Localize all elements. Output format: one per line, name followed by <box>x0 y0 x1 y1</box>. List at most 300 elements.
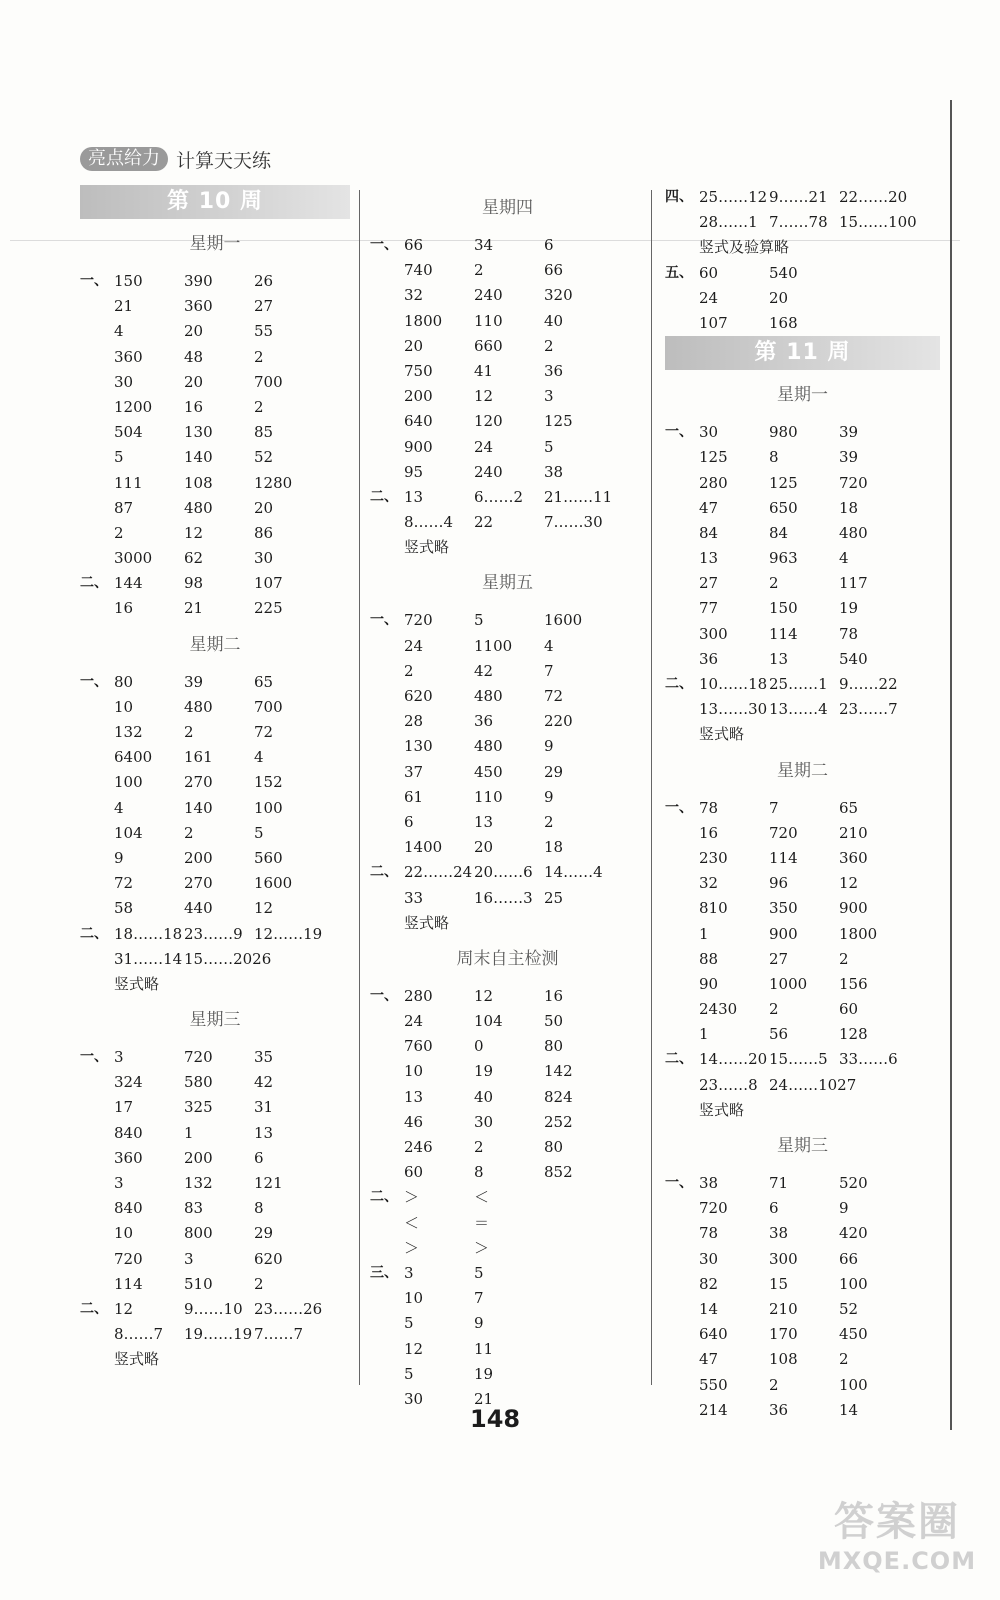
answer-row <box>370 1211 645 1236</box>
question-label <box>370 309 404 334</box>
answer-row <box>665 311 940 336</box>
answer-row <box>665 1221 940 1246</box>
answer-cell: 30 <box>699 1249 719 1268</box>
answer-cell <box>544 1362 614 1387</box>
question-label <box>80 345 114 370</box>
answer-row <box>370 835 645 860</box>
answer-cell: 23……9 <box>184 924 243 943</box>
answer-row <box>80 1221 350 1246</box>
answer-cell: 280 <box>699 473 728 492</box>
day-heading: 周末自主检测 <box>456 948 559 969</box>
question-label <box>665 1022 699 1047</box>
answer-note: 竖式略 <box>404 538 450 557</box>
question-label <box>370 258 404 283</box>
answer-cell: 840 <box>114 1199 143 1218</box>
question-label <box>370 384 404 409</box>
answer-cell: 10 <box>114 1224 134 1243</box>
answer-cell: 23……8 <box>699 1075 758 1094</box>
answer-row <box>80 720 350 745</box>
question-label <box>370 460 404 485</box>
question-label <box>80 1146 114 1171</box>
answer-cell: 10……18 <box>699 675 768 693</box>
answer-cell: 440 <box>184 899 213 918</box>
question-label <box>665 471 699 496</box>
question-label <box>80 1095 114 1120</box>
answer-cell: 720 <box>404 611 433 630</box>
answer-cell: 30 <box>474 1112 494 1131</box>
question-label <box>80 596 114 621</box>
answer-cell: 360 <box>839 848 868 867</box>
answer-row <box>665 1047 940 1072</box>
question-label <box>370 659 404 684</box>
answer-cell: 55 <box>254 322 274 341</box>
question-label <box>80 445 114 470</box>
answer-row <box>80 1247 350 1272</box>
answer-row <box>80 1196 350 1221</box>
answer-cell: 39 <box>839 423 859 442</box>
answer-cell: 14……4 <box>544 863 603 882</box>
day-heading: 星期四 <box>482 198 533 218</box>
answer-cell: 480 <box>474 687 503 705</box>
question-label <box>80 1272 114 1297</box>
answer-cell: 38 <box>544 462 564 481</box>
question-label <box>665 311 699 336</box>
answer-cell: 27 <box>699 574 719 593</box>
answer-cell: 480 <box>839 523 868 542</box>
answer-cell: 19 <box>839 599 859 618</box>
question-label <box>665 1373 699 1398</box>
question-label <box>370 1059 404 1084</box>
answer-cell: 29 <box>544 762 564 781</box>
question-label <box>370 1085 404 1110</box>
answer-cell: 33 <box>404 888 424 907</box>
answer-column-1 <box>80 185 350 1373</box>
answer-row <box>370 760 645 785</box>
answer-cell: 300 <box>699 624 728 643</box>
question-label <box>665 286 699 311</box>
answer-cell: 1 <box>699 1025 709 1044</box>
answer-cell: 2 <box>474 261 484 280</box>
answer-cell: 14 <box>839 1400 859 1419</box>
answer-row <box>80 821 350 846</box>
answer-cell: 350 <box>769 899 798 918</box>
question-label <box>80 1171 114 1196</box>
answer-cell: 140 <box>184 448 213 467</box>
answer-cell: 2 <box>184 723 194 741</box>
question-label <box>370 709 404 734</box>
answer-cell: 19 <box>474 1062 494 1081</box>
answer-cell: 360 <box>184 297 213 316</box>
answer-row <box>80 319 350 344</box>
answer-cell: 246 <box>404 1138 433 1156</box>
answer-cell: 270 <box>184 773 213 792</box>
answer-cell: 900 <box>839 899 868 918</box>
question-label: 一、 <box>370 612 398 629</box>
answer-row <box>80 796 350 821</box>
answer-cell: 18……18 <box>114 924 183 943</box>
answer-row <box>80 1297 350 1322</box>
answer-cell: 3 <box>114 1048 124 1067</box>
question-label <box>80 821 114 846</box>
answer-row <box>80 1045 350 1070</box>
question-label <box>370 1211 404 1236</box>
answer-cell: 25……1 <box>769 675 828 693</box>
answer-row <box>665 471 940 496</box>
answer-cell: 2 <box>114 523 124 542</box>
answer-row <box>80 546 350 571</box>
question-label <box>370 734 404 759</box>
question-label <box>370 1009 404 1034</box>
question-label <box>665 846 699 871</box>
answer-cell: 104 <box>114 823 143 842</box>
answer-cell: 12 <box>404 1339 424 1358</box>
answer-cell: 6……2 <box>474 487 524 506</box>
answer-cell: 150 <box>114 272 143 290</box>
question-label <box>370 1362 404 1387</box>
answer-cell: 8 <box>474 1163 484 1182</box>
answer-cell <box>544 1211 614 1236</box>
answer-cell: 480 <box>184 498 213 517</box>
answer-cell: 36 <box>474 712 494 731</box>
answer-cell: 26 <box>254 272 274 290</box>
question-label <box>665 546 699 571</box>
answer-cell: 24 <box>699 288 719 307</box>
answer-cell: 214 <box>699 1400 728 1419</box>
answer-row <box>370 334 645 359</box>
answer-cell: 33……6 <box>839 1050 898 1069</box>
answer-cell: 22 <box>474 513 494 532</box>
answer-cell: 65 <box>254 672 274 691</box>
answer-cell: 16 <box>114 599 134 618</box>
answer-cell: 320 <box>544 286 573 305</box>
question-label <box>665 896 699 921</box>
answer-cell: 1800 <box>404 311 443 330</box>
answer-row <box>665 1073 940 1098</box>
answer-row <box>665 922 940 947</box>
answer-cell: 8……7 <box>114 1325 164 1344</box>
answer-cell: 15……100 <box>839 213 917 232</box>
answer-column-3 <box>665 185 940 1423</box>
answer-row <box>80 571 350 596</box>
question-label: 五、 <box>665 264 693 281</box>
answer-cell: 6 <box>254 1148 264 1167</box>
question-label <box>80 796 114 821</box>
answer-row <box>665 997 940 1022</box>
answer-row <box>665 1272 940 1297</box>
answer-row <box>80 770 350 795</box>
question-label <box>665 821 699 846</box>
answer-cell: 540 <box>839 649 868 668</box>
question-label <box>665 1398 699 1423</box>
question-label <box>370 510 404 535</box>
answer-cell: 1800 <box>839 924 878 943</box>
answer-cell: 23……7 <box>839 700 898 719</box>
day-heading: 星期一 <box>777 385 828 406</box>
answer-row <box>370 886 645 911</box>
answer-cell: 9……10 <box>184 1299 243 1318</box>
answer-cell: 10 <box>404 1062 424 1081</box>
answer-cell: 42 <box>474 661 494 680</box>
question-label <box>370 1311 404 1336</box>
answer-cell: 6 <box>544 236 554 254</box>
answer-cell: 104 <box>474 1012 503 1031</box>
page-number: 148 <box>470 1405 521 1433</box>
answer-cell: 19……19 <box>184 1325 253 1344</box>
question-label <box>80 1221 114 1246</box>
answer-cell: 450 <box>474 762 503 781</box>
answer-cell: 34 <box>474 236 494 254</box>
answer-row <box>370 409 645 434</box>
question-label <box>370 359 404 384</box>
answer-row <box>80 471 350 496</box>
question-label <box>665 1297 699 1322</box>
question-label <box>80 546 114 571</box>
answer-row <box>370 1135 645 1160</box>
question-label <box>665 521 699 546</box>
answer-cell: 16 <box>699 823 719 842</box>
answer-cell: 2430 <box>699 1000 738 1019</box>
answer-row <box>80 395 350 420</box>
answer-cell: 760 <box>404 1037 433 1056</box>
answer-cell: 100 <box>839 1375 868 1394</box>
answer-note: 竖式略 <box>114 974 160 993</box>
answer-row <box>370 1009 645 1034</box>
answer-cell: 27 <box>769 949 789 968</box>
question-label <box>370 1387 404 1412</box>
column-divider <box>651 190 652 1385</box>
answer-cell: 24 <box>404 636 424 655</box>
answer-cell: 87 <box>114 498 134 517</box>
question-label <box>665 210 699 235</box>
answer-cell: 108 <box>769 1350 798 1369</box>
answer-cell: 22……20 <box>839 188 908 206</box>
answer-cell: 132 <box>184 1174 213 1192</box>
answer-cell: 111 <box>114 473 143 492</box>
answer-cell: 60 <box>699 263 719 282</box>
answer-cell: 66 <box>839 1249 859 1268</box>
watermark-logo: 答案圈 <box>834 1499 960 1545</box>
answer-row <box>80 596 350 621</box>
question-label <box>665 1073 699 1098</box>
answer-note: 竖式略 <box>404 913 450 932</box>
answer-cell: 114 <box>769 848 798 867</box>
answer-cell: 21……11 <box>544 487 613 506</box>
answer-row <box>370 1185 645 1210</box>
question-label <box>370 1236 404 1261</box>
answer-cell: 810 <box>699 899 728 918</box>
answer-cell: 7 <box>474 1289 484 1308</box>
question-label: 一、 <box>80 273 108 289</box>
answer-cell: 20 <box>254 498 274 517</box>
answer-cell: 80 <box>114 672 134 691</box>
answer-cell: 1000 <box>769 974 808 993</box>
answer-cell: 9 <box>114 848 124 867</box>
answer-cell: 38 <box>699 1174 719 1192</box>
question-label: 二、 <box>370 1189 398 1206</box>
answer-cell: 47 <box>699 498 719 517</box>
answer-row <box>370 1085 645 1110</box>
answer-row <box>665 571 940 596</box>
answer-row <box>80 947 350 972</box>
answer-cell: 78 <box>839 624 859 643</box>
answer-cell: 650 <box>769 498 798 517</box>
answer-cell: 720 <box>839 473 868 492</box>
question-label: 三、 <box>370 1264 398 1281</box>
answer-row <box>80 670 350 695</box>
page-edge <box>950 100 966 1430</box>
question-label <box>80 947 114 972</box>
answer-cell: 7 <box>769 798 779 817</box>
answer-cell: 4 <box>839 549 849 568</box>
answer-cell: 39 <box>839 448 859 467</box>
question-label: 二、 <box>370 488 398 505</box>
answer-row <box>80 695 350 720</box>
answer-cell: 125 <box>769 473 798 492</box>
answer-cell: 480 <box>184 697 213 716</box>
answer-cell: 29 <box>254 1224 274 1243</box>
answer-cell: 12 <box>114 1299 134 1318</box>
answer-cell: 4 <box>544 636 554 655</box>
question-label: 二、 <box>665 1051 693 1068</box>
answer-cell: 13 <box>699 549 719 568</box>
answer-cell: 96 <box>769 874 789 893</box>
answer-row <box>80 1070 350 1095</box>
answer-cell: 66 <box>404 236 424 254</box>
week-banner: 第 11 周 <box>665 336 940 370</box>
answer-cell: 9 <box>839 1199 849 1218</box>
answer-cell: ＞ <box>474 1238 490 1257</box>
answer-cell: 2 <box>839 1350 849 1369</box>
answer-cell: 1600 <box>544 611 583 630</box>
answer-cell: 24 <box>474 437 494 456</box>
answer-cell: 225 <box>254 599 283 618</box>
answer-cell: 125 <box>699 448 728 467</box>
answer-cell: 7……30 <box>544 513 603 532</box>
question-label <box>665 571 699 596</box>
answer-cell: 14 <box>699 1299 719 1318</box>
question-label <box>370 1286 404 1311</box>
answer-cell: 504 <box>114 423 143 442</box>
answer-row <box>370 634 645 659</box>
question-label: 二、 <box>80 1300 108 1317</box>
answer-cell: 16 <box>544 986 564 1005</box>
question-label: 二、 <box>370 864 398 881</box>
answer-row <box>370 659 645 684</box>
answer-cell: 580 <box>184 1073 213 1092</box>
answer-cell <box>839 311 909 336</box>
answer-cell: 25 <box>544 888 564 907</box>
answer-cell: 7……78 <box>769 213 828 232</box>
answer-row <box>370 984 645 1009</box>
answer-row <box>80 1121 350 1146</box>
answer-row <box>80 269 350 294</box>
answer-row <box>665 697 940 722</box>
question-label <box>80 871 114 896</box>
answer-cell: 11 <box>474 1339 494 1358</box>
question-label <box>370 1034 404 1059</box>
answer-cell <box>544 1286 614 1311</box>
answer-cell: 52 <box>839 1299 859 1318</box>
question-label: 一、 <box>665 424 693 441</box>
answer-row <box>370 359 645 384</box>
answer-cell: 170 <box>769 1325 798 1344</box>
question-label <box>665 445 699 470</box>
question-label <box>665 622 699 647</box>
answer-cell: 100 <box>254 798 283 817</box>
answer-cell: 21 <box>184 599 204 618</box>
answer-row <box>665 972 940 997</box>
question-label <box>80 770 114 795</box>
answer-cell: 90 <box>699 974 719 993</box>
answer-cell: 60 <box>839 1000 859 1019</box>
answer-cell: 100 <box>114 773 143 792</box>
answer-cell: 720 <box>184 1048 213 1067</box>
answer-cell: 560 <box>254 848 283 867</box>
answer-row <box>370 1236 645 1261</box>
answer-cell: 31 <box>254 1098 274 1117</box>
question-label <box>80 294 114 319</box>
answer-cell: 12 <box>254 899 274 918</box>
answer-row <box>80 294 350 319</box>
answer-cell: 84 <box>699 523 719 542</box>
answer-cell: 210 <box>769 1299 798 1318</box>
answer-column-2 <box>370 185 645 1412</box>
answer-row <box>80 420 350 445</box>
answer-cell: 132 <box>114 723 143 741</box>
answer-cell: 24……1027 <box>769 1075 857 1094</box>
answer-row <box>665 846 940 871</box>
question-label <box>665 496 699 521</box>
question-label <box>665 922 699 947</box>
answer-cell: 10 <box>404 1289 424 1308</box>
question-label <box>665 947 699 972</box>
answer-row <box>80 370 350 395</box>
answer-row <box>370 785 645 810</box>
answer-cell <box>839 286 909 311</box>
answer-cell: 3 <box>404 1263 414 1282</box>
answer-cell: 4 <box>114 798 124 817</box>
answer-row <box>80 521 350 546</box>
question-label <box>665 997 699 1022</box>
answer-cell: 30 <box>114 372 134 391</box>
answer-cell: 450 <box>839 1325 868 1344</box>
answer-cell: 13 <box>254 1123 274 1142</box>
answer-cell: 15……2026 <box>184 949 272 968</box>
question-label <box>665 1221 699 1246</box>
answer-row <box>665 185 940 210</box>
answer-cell: 2 <box>769 1000 779 1019</box>
answer-cell: 13……4 <box>769 700 828 719</box>
answer-cell: 740 <box>404 261 433 280</box>
answer-cell: 360 <box>114 1148 143 1167</box>
answer-cell: 14……20 <box>699 1050 768 1069</box>
answer-row <box>80 496 350 521</box>
answer-cell: 36 <box>699 649 719 668</box>
answer-row <box>665 1247 940 1272</box>
answer-cell: 114 <box>769 624 798 643</box>
answer-row <box>665 871 940 896</box>
answer-cell: 5 <box>254 823 264 842</box>
answer-row <box>370 1362 645 1387</box>
question-label <box>370 810 404 835</box>
answer-cell: 5 <box>404 1364 414 1383</box>
answer-cell: 12 <box>474 387 494 406</box>
answer-row <box>665 1322 940 1347</box>
answer-cell: 20……6 <box>474 863 533 882</box>
answer-cell: 20 <box>474 838 494 857</box>
week-banner: 第 10 周 <box>80 185 350 219</box>
answer-cell: 480 <box>474 737 503 756</box>
